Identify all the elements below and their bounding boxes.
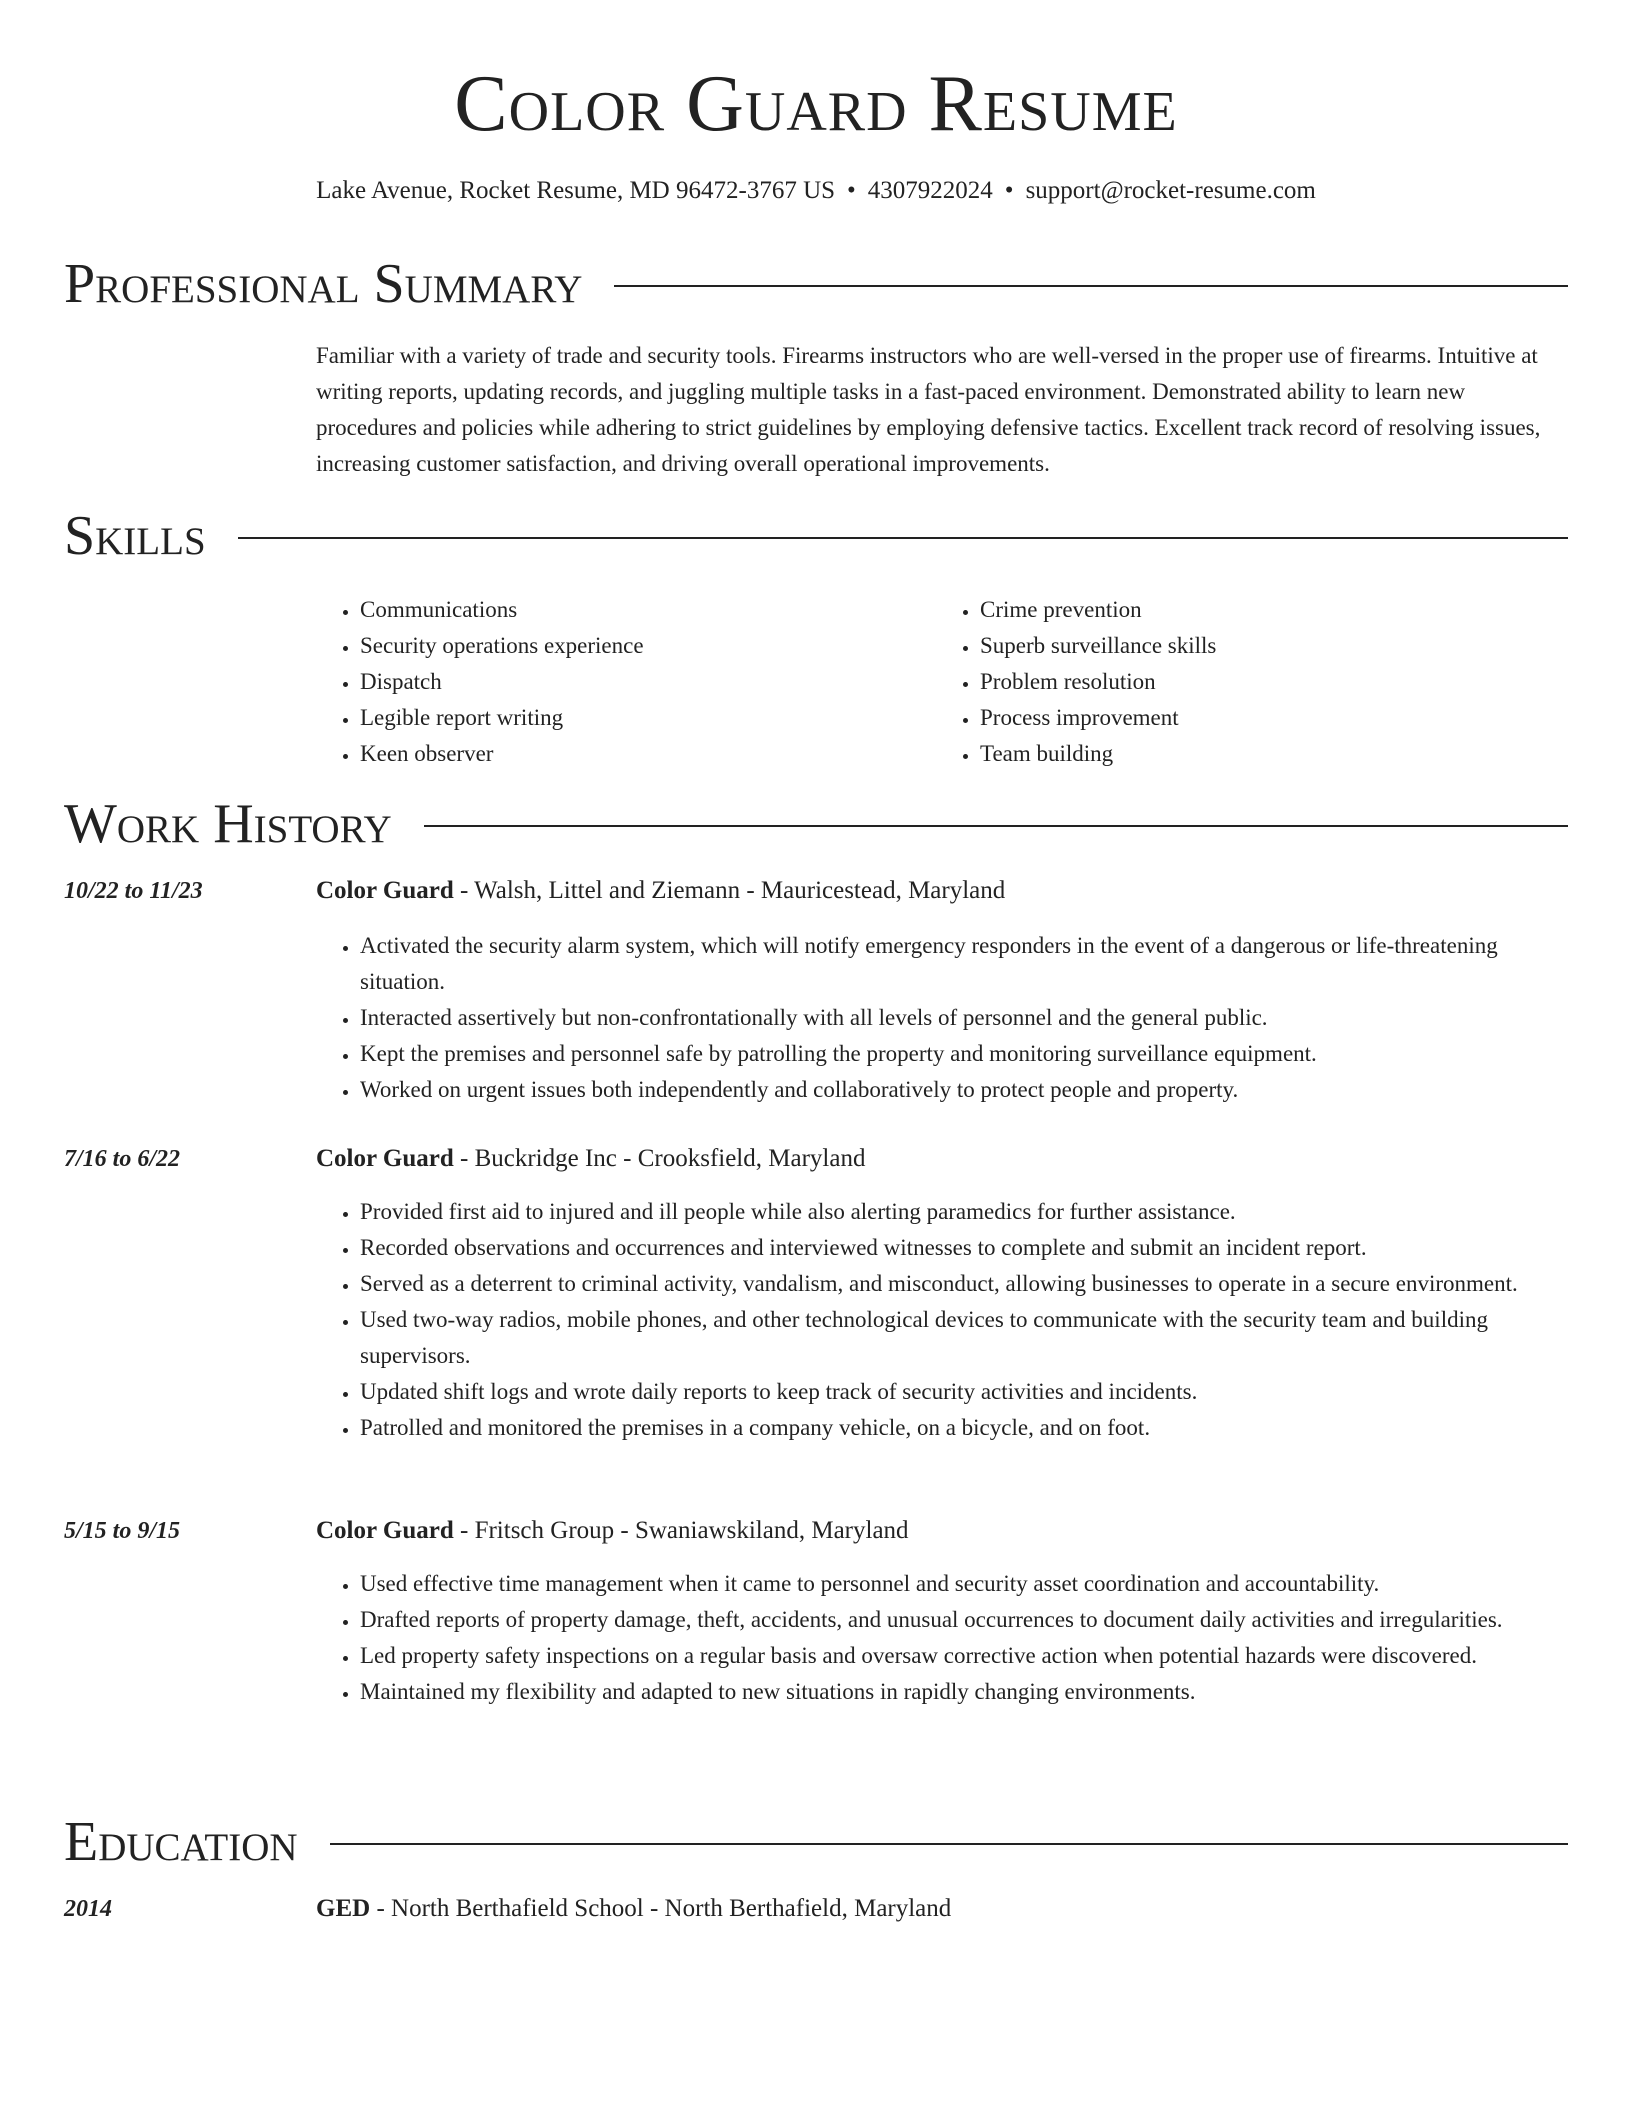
job-employer: - Buckridge Inc - Crooksfield, Maryland xyxy=(453,1145,866,1172)
job-dates: 7/16 to 6/22 xyxy=(64,1146,181,1172)
job-role: Color Guard xyxy=(316,1517,454,1544)
section-title: Work History xyxy=(64,793,392,855)
contact-phone: 4307922024 xyxy=(867,177,993,204)
summary-section-header xyxy=(64,252,1568,316)
job-bullets xyxy=(316,928,1568,1108)
job-heading xyxy=(316,1142,865,1176)
job-bullet: • Worked on urgent issues both independently and collaboratively to protect people and property. xyxy=(360,1072,1568,1108)
section-divider xyxy=(424,825,1568,827)
job-bullet: • Led property safety inspections on a regular basis and oversaw corrective action when potential hazards were discovered. xyxy=(360,1638,1568,1674)
resume-title: Color Guard Resume xyxy=(454,60,1178,148)
section-title: Skills xyxy=(64,505,206,567)
job-role: Color Guard xyxy=(316,877,454,904)
education-heading xyxy=(316,1892,951,1926)
section-divider xyxy=(614,285,1568,287)
skill-item: • Keen observer xyxy=(360,736,936,772)
skill-item: • Communications xyxy=(360,592,936,628)
skill-item: • Legible report writing xyxy=(360,700,936,736)
skill-item: • Team building xyxy=(980,736,1556,772)
contact-address: Lake Avenue, Rocket Resume, MD 96472-3767 US xyxy=(316,177,836,204)
education-section-header xyxy=(64,1810,1568,1874)
skill-item: • Dispatch xyxy=(360,664,936,700)
education-school: - North Berthafield School - North Berthafield, Maryland xyxy=(370,1895,952,1922)
contact-line xyxy=(0,174,1632,208)
job-role: Color Guard xyxy=(316,1145,454,1172)
skills-section-header xyxy=(64,504,1568,568)
section-title: Professional Summary xyxy=(64,253,583,315)
section-divider xyxy=(330,1843,1568,1845)
skill-item: • Security operations experience xyxy=(360,628,936,664)
contact-separator: • xyxy=(847,177,856,204)
summary-text: Familiar with a variety of trade and security tools. Firearms instructors who are well-versed in the proper use of firearms. Intuitive at writing reports, updating records, and juggling multiple tasks in a fast-paced environment. Demonstrated ability to learn new procedures and policies while adhering to strict guidelines by employing defensive tactics. Excellent track record of resolving issues, increasing customer satisfaction, and driving overall operational improvements. xyxy=(316,343,1541,476)
job-heading xyxy=(316,874,1005,908)
job-dates: 5/15 to 9/15 xyxy=(64,1518,181,1544)
section-title: Education xyxy=(64,1811,298,1873)
skill-item: • Superb surveillance skills xyxy=(980,628,1556,664)
job-dates: 10/22 to 11/23 xyxy=(64,878,203,904)
job-bullet: • Patrolled and monitored the premises in a company vehicle, on a bicycle, and on foot. xyxy=(360,1410,1568,1446)
job-bullet: • Activated the security alarm system, which will notify emergency responders in the event of a dangerous or life-threatening situation. xyxy=(360,928,1568,1000)
job-employer: - Fritsch Group - Swaniawskiland, Maryland xyxy=(453,1517,909,1544)
job-bullet: • Provided first aid to injured and ill people while also alerting paramedics for further assistance. xyxy=(360,1194,1568,1230)
skills-column-left xyxy=(316,592,936,772)
job-bullet: • Used effective time management when it came to personnel and security asset coordination and accountability. xyxy=(360,1566,1568,1602)
section-divider xyxy=(238,537,1568,539)
skills-list xyxy=(316,592,1568,772)
job-bullet: • Served as a deterrent to criminal activity, vandalism, and misconduct, allowing businesses to operate in a secure environment. xyxy=(360,1266,1568,1302)
contact-email: support@rocket-resume.com xyxy=(1025,177,1316,204)
skill-item: • Problem resolution xyxy=(980,664,1556,700)
skill-item: • Crime prevention xyxy=(980,592,1556,628)
education-degree: GED xyxy=(316,1895,371,1922)
job-employer: - Walsh, Littel and Ziemann - Mauricestead, Maryland xyxy=(453,877,1006,904)
education-year: 2014 xyxy=(64,1896,112,1922)
job-bullet: • Used two-way radios, mobile phones, and other technological devices to communicate with the security team and building supervisors. xyxy=(360,1302,1568,1374)
work-section-header xyxy=(64,792,1568,856)
skill-item: • Process improvement xyxy=(980,700,1556,736)
job-bullet: • Drafted reports of property damage, theft, accidents, and unusual occurrences to document daily activities and irregularities. xyxy=(360,1602,1568,1638)
job-bullets xyxy=(316,1194,1568,1446)
job-bullet: • Maintained my flexibility and adapted to new situations in rapidly changing environments. xyxy=(360,1674,1568,1710)
job-heading xyxy=(316,1514,909,1548)
job-bullet: • Recorded observations and occurrences and interviewed witnesses to complete and submit an incident report. xyxy=(360,1230,1568,1266)
contact-separator: • xyxy=(1004,177,1014,204)
skills-column-right xyxy=(936,592,1556,772)
job-bullet: • Interacted assertively but non-confrontationally with all levels of personnel and the general public. xyxy=(360,1000,1568,1036)
job-bullet: • Kept the premises and personnel safe by patrolling the property and monitoring surveillance equipment. xyxy=(360,1036,1568,1072)
job-bullet: • Updated shift logs and wrote daily reports to keep track of security activities and incidents. xyxy=(360,1374,1568,1410)
job-bullets xyxy=(316,1566,1568,1710)
